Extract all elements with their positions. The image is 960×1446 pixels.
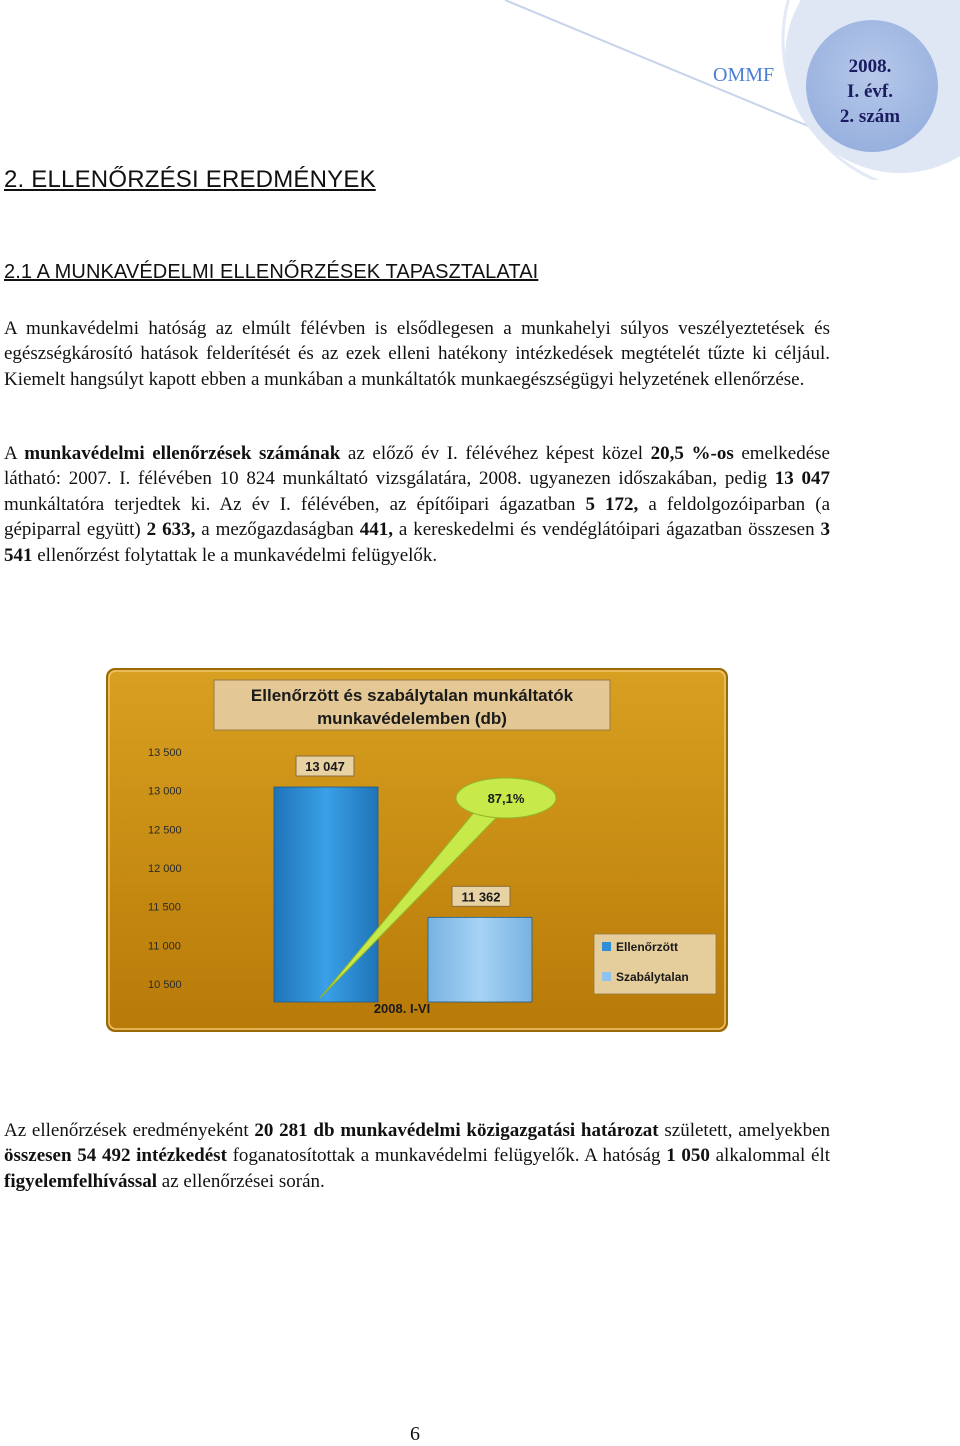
header-decoration [0, 0, 960, 180]
legend-label: Ellenőrzött [616, 940, 678, 954]
section-title: 2. ELLENŐRZÉSI EREDMÉNYEK [4, 166, 376, 193]
chart-svg [106, 668, 728, 1032]
inspection-chart [106, 668, 728, 1032]
issue-number: 2. szám [839, 106, 901, 127]
y-tick-label: 13 500 [148, 747, 182, 759]
callout-ratio-label: 87,1% [487, 791, 525, 806]
bar-szabalytalan [428, 917, 532, 1002]
y-tick-label: 12 500 [148, 824, 182, 837]
y-tick-label: 11 500 [148, 901, 181, 914]
issue-volume: I. évf. [847, 81, 893, 102]
y-tick-label: 13 000 [148, 785, 182, 798]
chart-title-line2: munkavédelemben (db) [317, 709, 507, 728]
paragraph-intro: A munkavédelmi hatóság az elmúlt félévben is elsődlegesen a munkahelyi súlyos veszélyeztetések és egészségkárosító hatások felderítését és az ezek elleni hatékony intézkedések megtételét tűzte ki céljául. Kiemelt hangsúlyt kapott ebben a munkában a munkáltatók munkaegészségügyi helyzetének ellenőrzése. [4, 318, 830, 390]
brand-name: OMMF [713, 64, 775, 86]
y-tick-label: 12 000 [148, 863, 182, 875]
issue-year: 2008. [848, 56, 892, 77]
paragraph-inspections: A munkavédelmi ellenőrzések számának az előző év I. félévéhez képest közel 20,5 %-os emelkedése látható: 2007. I. félévében 10 824 munkáltató vizsgálatára, 2008. ugyanezen időszakában, pedig 13 047 munkáltatóra terjedtek ki. Az év I. félévében, az építőipari ágazatban 5 172, a feldolgozóiparban (a gépiparral együtt) 2 633, a mezőgazdaságban 441, a kereskedelmi és vendéglátóipari ágazatban összesen 3 541 ellenőrzést folytattak le a munkavédelmi felügyelők. [4, 443, 831, 566]
legend-swatch [602, 942, 611, 951]
bar-data-label: 11 362 [461, 889, 501, 905]
legend-swatch [602, 972, 611, 981]
y-tick-label: 10 500 [148, 979, 182, 991]
chart-legend [594, 934, 716, 994]
x-category-label: 2008. I-VI [373, 1001, 431, 1016]
y-tick-label: 11 000 [148, 940, 181, 953]
legend-label: Szabálytalan [616, 970, 689, 984]
issue-info [822, 54, 918, 129]
chart-title-line1: Ellenőrzött és szabálytalan munkáltatók [250, 686, 574, 705]
page-number: 6 [410, 1423, 420, 1445]
paragraph-results: Az ellenőrzések eredményeként 20 281 db munkavédelmi közigazgatási határozat született, amelyekben összesen 54 492 intézkedést foganatosítottak a munkavédelmi felügyelők. A hatóság 1 050 alkalommal élt figyelemfelhívással az ellenőrzései során. [4, 1120, 831, 1192]
bar-data-label: 13 047 [305, 759, 345, 775]
bar-ellenorzott [274, 787, 378, 1002]
subsection-title: 2.1 A MUNKAVÉDELMI ELLENŐRZÉSEK TAPASZTALATAI [4, 261, 539, 283]
